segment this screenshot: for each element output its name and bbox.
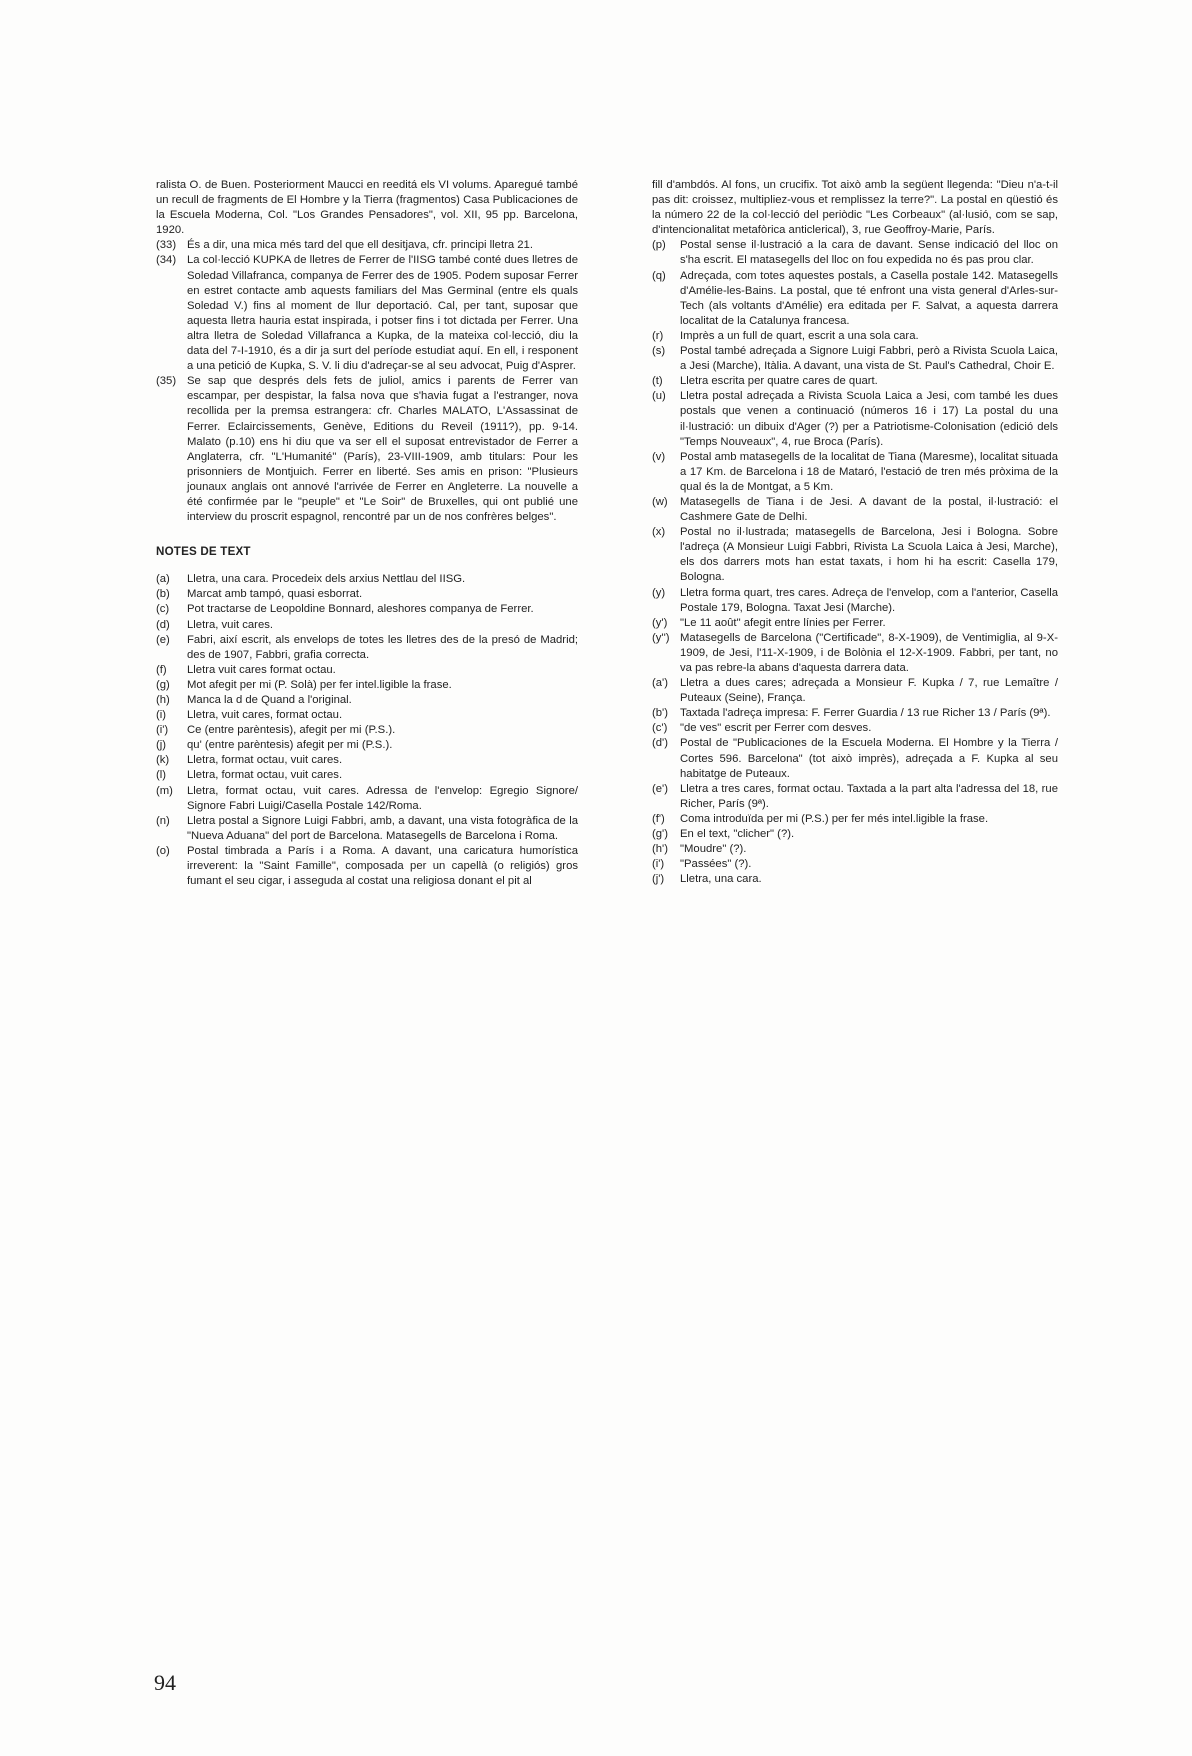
note-item bbox=[652, 344, 1058, 374]
footnote-label: (35) bbox=[156, 375, 177, 388]
note-label: (d') bbox=[652, 737, 668, 750]
note-item bbox=[652, 238, 1058, 268]
right-column bbox=[652, 178, 1058, 887]
note-label: (c) bbox=[156, 603, 170, 616]
note-label: (v) bbox=[652, 450, 666, 463]
note-label: (o) bbox=[156, 844, 170, 857]
note-text: Lletra a dues cares; adreçada a Monsieur F. Kupka / 7, rue Lemaître / Puteaux (Seine), França. bbox=[680, 677, 1058, 705]
note-text: Imprès a un full de quart, escrit a una sola cara. bbox=[680, 329, 919, 342]
note-label: (k) bbox=[156, 754, 170, 767]
note-item bbox=[652, 782, 1058, 812]
note-text: Taxtada l'adreça impresa: F. Ferrer Guardia / 13 rue Richer 13 / París (9ª). bbox=[680, 707, 1051, 720]
note-text: Fabri, així escrit, als envelops de totes les lletres des de la presó de Madrid; des de 1907, Fabbri, grafia correcta. bbox=[187, 633, 578, 661]
note-label: (e') bbox=[652, 782, 668, 795]
footnote-text: Se sap que després dels fets de juliol, amics i parents de Ferrer van escampar, per despistar, la falsa nova que s'havia fugat a l'estranger, nova recollida per la premsa estrangera: cfr. Charles MALATO, L'Assassinat de Ferrer. Eclaircissements, Genève, Editions du Reveil (1911?), pp. 9-14. Malato (p.10) ens hi diu que va ser ell el suposat entrevistador de Ferrer a Anglaterra, cfr. "L'Humanité" (París), 23-VIII-1909, amb titulars: Pour les prisonniers de Montjuich. Ferrer en liberté. Ses amis en prison: "Plusieurs jounaux anglais ont annové l'arrivée de Ferrer en Angleterre. La nouvelle a été confirmée par le "peuple" et "Le Soir" de Bruxelles, qui ont publié une interview du proscrit espagnol, rencontré par un de nos confrères belges". bbox=[187, 375, 578, 524]
note-text: Manca la d de Quand a l'original. bbox=[187, 694, 352, 706]
note-text: Lletra, format octau, vuit cares. Adressa de l'envelop: Egregio Signore/ Signore Fabri Luigi/Casella Postale 142/Roma. bbox=[187, 784, 578, 812]
note-item bbox=[652, 450, 1058, 495]
note-item bbox=[652, 389, 1058, 449]
note-item bbox=[156, 708, 578, 723]
note-item bbox=[156, 693, 578, 708]
note-label: (q) bbox=[652, 269, 666, 282]
note-label: (b) bbox=[156, 588, 170, 601]
note-label: (j) bbox=[156, 739, 167, 752]
note-item bbox=[652, 842, 1058, 857]
note-item bbox=[156, 602, 578, 617]
note-text: Lletra, una cara. Procedeix dels arxius Nettlau del IISG. bbox=[187, 573, 466, 586]
note-label: (a') bbox=[652, 677, 668, 690]
left-intro-paragraph: ralista O. de Buen. Posteriorment Maucci en reeditá els VI volums. Aparegué també un recull de fragments de El Hombre y la Tierra (fragmentos) Casa Publicaciones de la Escuela Moderna, Col. "Los Grandes Pensadores", vol. XII, 95 pp. Barcelona, 1920. bbox=[156, 179, 578, 237]
note-label: (h) bbox=[156, 694, 170, 706]
note-label: (a) bbox=[156, 573, 170, 586]
note-item bbox=[156, 753, 578, 768]
note-label: (i') bbox=[156, 724, 169, 737]
note-label: (u) bbox=[652, 390, 666, 403]
text-notes-list-right bbox=[652, 238, 1058, 887]
note-item bbox=[156, 768, 578, 783]
note-label: (s) bbox=[652, 345, 666, 358]
note-label: (b') bbox=[652, 707, 668, 720]
note-item bbox=[156, 784, 578, 814]
note-text: Postal sense il·lustració a la cara de davant. Sense indicació del lloc on s'ha escrit. El matasegells del lloc on fou expedida no és pas prou clar. bbox=[680, 239, 1058, 267]
footnote-list bbox=[156, 238, 578, 525]
note-text: Lletra forma quart, tres cares. Adreça de l'envelop, com a l'anterior, Casella Postale 179, Bologna. Taxat Jesi (Marche). bbox=[680, 586, 1058, 614]
note-item bbox=[652, 631, 1058, 676]
note-item bbox=[156, 633, 578, 663]
note-text: Lletra, vuit cares, format octau. bbox=[187, 709, 343, 722]
note-item bbox=[156, 723, 578, 738]
note-label: (y) bbox=[652, 586, 666, 599]
note-label: (g') bbox=[652, 828, 668, 841]
note-text: Pot tractarse de Leopoldine Bonnard, aleshores companya de Ferrer. bbox=[187, 603, 534, 616]
note-text: Coma introduïda per mi (P.S.) per fer més intel.ligible la frase. bbox=[680, 812, 989, 825]
note-text: Lletra, una cara. bbox=[680, 873, 762, 886]
right-intro-paragraph: fill d'ambdós. Al fons, un crucifix. Tot això amb la següent llegenda: "Dieu n'a-t-il pas dit: croissez, multipliez-vous et remplissez la terre?". La postal en qüestió és la número 22 de la col·lecció del periòdic "Les Corbeaux" (al·lusió, com se sap, d'intencionalitat metafòrica anticlerical), 3, rue Geoffroy-Marie, París. bbox=[652, 179, 1058, 237]
note-text: Marcat amb tampó, quasi esborrat. bbox=[187, 588, 363, 601]
note-item bbox=[652, 525, 1058, 585]
note-item bbox=[156, 678, 578, 693]
note-item bbox=[652, 827, 1058, 842]
note-item bbox=[156, 663, 578, 678]
note-text: Ce (entre parèntesis), afegit per mi (P.S.). bbox=[187, 724, 396, 737]
note-label: (y'') bbox=[652, 631, 670, 644]
note-item bbox=[652, 374, 1058, 389]
note-text: "Le 11 août" afegit entre línies per Ferrer. bbox=[680, 616, 886, 629]
note-item bbox=[652, 721, 1058, 736]
note-label: (d) bbox=[156, 618, 170, 631]
note-label: (p) bbox=[652, 239, 666, 252]
note-text: Lletra a tres cares, format octau. Taxtada a la part alta l'adressa del 18, rue Richer, París (9ª). bbox=[680, 782, 1058, 810]
note-item bbox=[156, 618, 578, 633]
footnote-item bbox=[156, 253, 578, 374]
note-text: En el text, "clicher" (?). bbox=[680, 828, 795, 841]
note-text: "de ves" escrit per Ferrer com desves. bbox=[680, 722, 872, 735]
note-text: Lletra vuit cares format octau. bbox=[187, 663, 336, 676]
note-text: Lletra, format octau, vuit cares. bbox=[187, 769, 343, 782]
note-text: Lletra, vuit cares. bbox=[187, 618, 274, 631]
note-label: (j') bbox=[652, 873, 665, 886]
note-item bbox=[156, 572, 578, 587]
note-label: (x) bbox=[652, 526, 666, 539]
note-text: Postal amb matasegells de la localitat de Tiana (Maresme), localitat situada a 17 Km. de Barcelona i 18 de Mataró, l'estació de tren més pròxima de la qual és la de Montgat, a 5 Km. bbox=[680, 450, 1058, 493]
note-item bbox=[156, 587, 578, 602]
note-item bbox=[652, 586, 1058, 616]
note-item bbox=[156, 814, 578, 844]
note-text: Postal timbrada a París i a Roma. A davant, una caricatura humorística irreverent: la "Saint Famille", composada per un capellà (o religiós) gros fumant el seu cigar, i asseguda al costat una religiosa donant el pit al bbox=[187, 844, 578, 888]
note-item bbox=[156, 844, 578, 889]
footnote-label: (33) bbox=[156, 239, 177, 252]
note-label: (c') bbox=[652, 722, 668, 735]
note-label: (r) bbox=[652, 329, 664, 342]
note-label: (w) bbox=[652, 495, 668, 508]
note-label: (y') bbox=[652, 616, 668, 629]
note-text: "Moudre" (?). bbox=[680, 843, 747, 856]
note-item bbox=[652, 812, 1058, 827]
note-text: Matasegells de Barcelona ("Certificade", 8-X-1909), de Ventimiglia, al 9-X-1909, de Jesi, l'11-X-1909, i de Bolònia el 12-X-1909. Fabbri, per tant, no va pas rebre-la abans d'aquesta darrera data. bbox=[680, 631, 1058, 674]
note-label: (t) bbox=[652, 375, 663, 388]
page-number: 94 bbox=[154, 1670, 176, 1695]
note-label: (f) bbox=[156, 663, 167, 676]
left-column bbox=[156, 178, 578, 889]
note-label: (i) bbox=[156, 709, 167, 722]
note-text: Adreçada, com totes aquestes postals, a Casella postale 142. Matasegells d'Amélie-les-Bains. La postal, que té enfront una vista general d'Arles-sur-Tech (als voltants d'Amélie) era editada per F. Salvat, a aquesta darrera localitat de la Catalunya francesa. bbox=[680, 269, 1058, 327]
note-label: (g) bbox=[156, 678, 170, 691]
note-text: "Passées" (?). bbox=[680, 858, 752, 871]
note-text: Mot afegit per mi (P. Solà) per fer intel.ligible la frase. bbox=[187, 678, 452, 691]
note-label: (n) bbox=[156, 814, 170, 827]
note-label: (m) bbox=[156, 784, 173, 797]
note-label: (f') bbox=[652, 812, 665, 825]
note-text: Matasegells de Tiana i de Jesi. A davant de la postal, il·lustració: el Cashmere Gate de Delhi. bbox=[680, 495, 1058, 524]
note-label: (i') bbox=[652, 858, 665, 871]
note-item bbox=[652, 616, 1058, 631]
note-item bbox=[652, 329, 1058, 344]
note-item bbox=[652, 736, 1058, 781]
note-item bbox=[652, 676, 1058, 706]
footnote-text: És a dir, una mica més tard del que ell desitjava, cfr. principi lletra 21. bbox=[187, 239, 533, 252]
footnote-item bbox=[156, 238, 578, 253]
note-item bbox=[652, 269, 1058, 329]
note-item bbox=[652, 857, 1058, 872]
note-item bbox=[652, 706, 1058, 721]
note-text: Postal de "Publicaciones de la Escuela Moderna. El Hombre y la Tierra / Cortes 596. Barcelona" (tot això imprès), adreçada a F. Kupka al seu habitatge de Puteaux. bbox=[680, 737, 1058, 780]
note-label: (l) bbox=[156, 769, 167, 782]
footnote-item bbox=[156, 374, 578, 525]
note-text: Lletra, format octau, vuit cares. bbox=[187, 754, 343, 767]
note-item bbox=[652, 495, 1058, 525]
note-item bbox=[652, 872, 1058, 887]
section-heading: NOTES DE TEXT bbox=[156, 545, 251, 559]
note-text: Lletra escrita per quatre cares de quart. bbox=[680, 375, 878, 388]
note-text: Lletra postal a Signore Luigi Fabbri, amb, a davant, una vista fotogràfica de la "Nueva Aduana" del port de Barcelona. Matasegells de Barcelona i Roma. bbox=[187, 814, 578, 842]
note-item bbox=[156, 738, 578, 753]
note-label: (h') bbox=[652, 843, 668, 856]
note-text: Postal també adreçada a Signore Luigi Fabbri, però a Rivista Scuola Laica, a Jesi (Marche), Itàlia. A davant, una vista de St. Paul's Cathedral, Choir E. bbox=[680, 345, 1058, 373]
text-notes-list-left bbox=[156, 572, 578, 889]
note-text: Postal no il·lustrada; matasegells de Barcelona, Jesi i Bologna. Sobre l'adreça (A Monsieur Luigi Fabbri, Rivista La Scuola Laica à Jesi, Marche), els dos darrers mots han estat taxats, i hom hi ha escrit: Casella 179, Bologna. bbox=[680, 526, 1058, 584]
note-text: Lletra postal adreçada a Rivista Scuola Laica a Jesi, com també les dues postals que venen a continuació (números 16 i 17) La postal du una il·lustració: un dibuix d'Ager (?) per a Patriotisme-Colonisation (edició dels "Temps Nouveaux", 4, rue Broca (París). bbox=[680, 390, 1058, 448]
note-text: qu' (entre parèntesis) afegit per mi (P.S.). bbox=[187, 739, 393, 752]
footnote-text: La col·lecció KUPKA de lletres de Ferrer de l'IISG també conté dues lletres de Soledad Villafranca, companya de Ferrer des de 1905. Podem suposar Ferrer en estret contacte amb aquests familiars del Mas Germinal (entre els quals Soledad V.) fins al moment de llur deportació. Cal, per tant, suposar que aquesta lletra hauria estat inspirada, i potser fins i tot dictada per Ferrer. Una altra lletra de Soledad Villafranca a Kupka, de la mateixa col·lecció, diu la data del 7-I-1910, és a dir ja surt del període estudiat aquí. En ell, i responent a una petició de Kupka, S. V. li diu d'adreçar-se al seu advocat, Puig d'Asprer. bbox=[187, 254, 578, 373]
note-label: (e) bbox=[156, 633, 170, 646]
footnote-label: (34) bbox=[156, 254, 177, 267]
